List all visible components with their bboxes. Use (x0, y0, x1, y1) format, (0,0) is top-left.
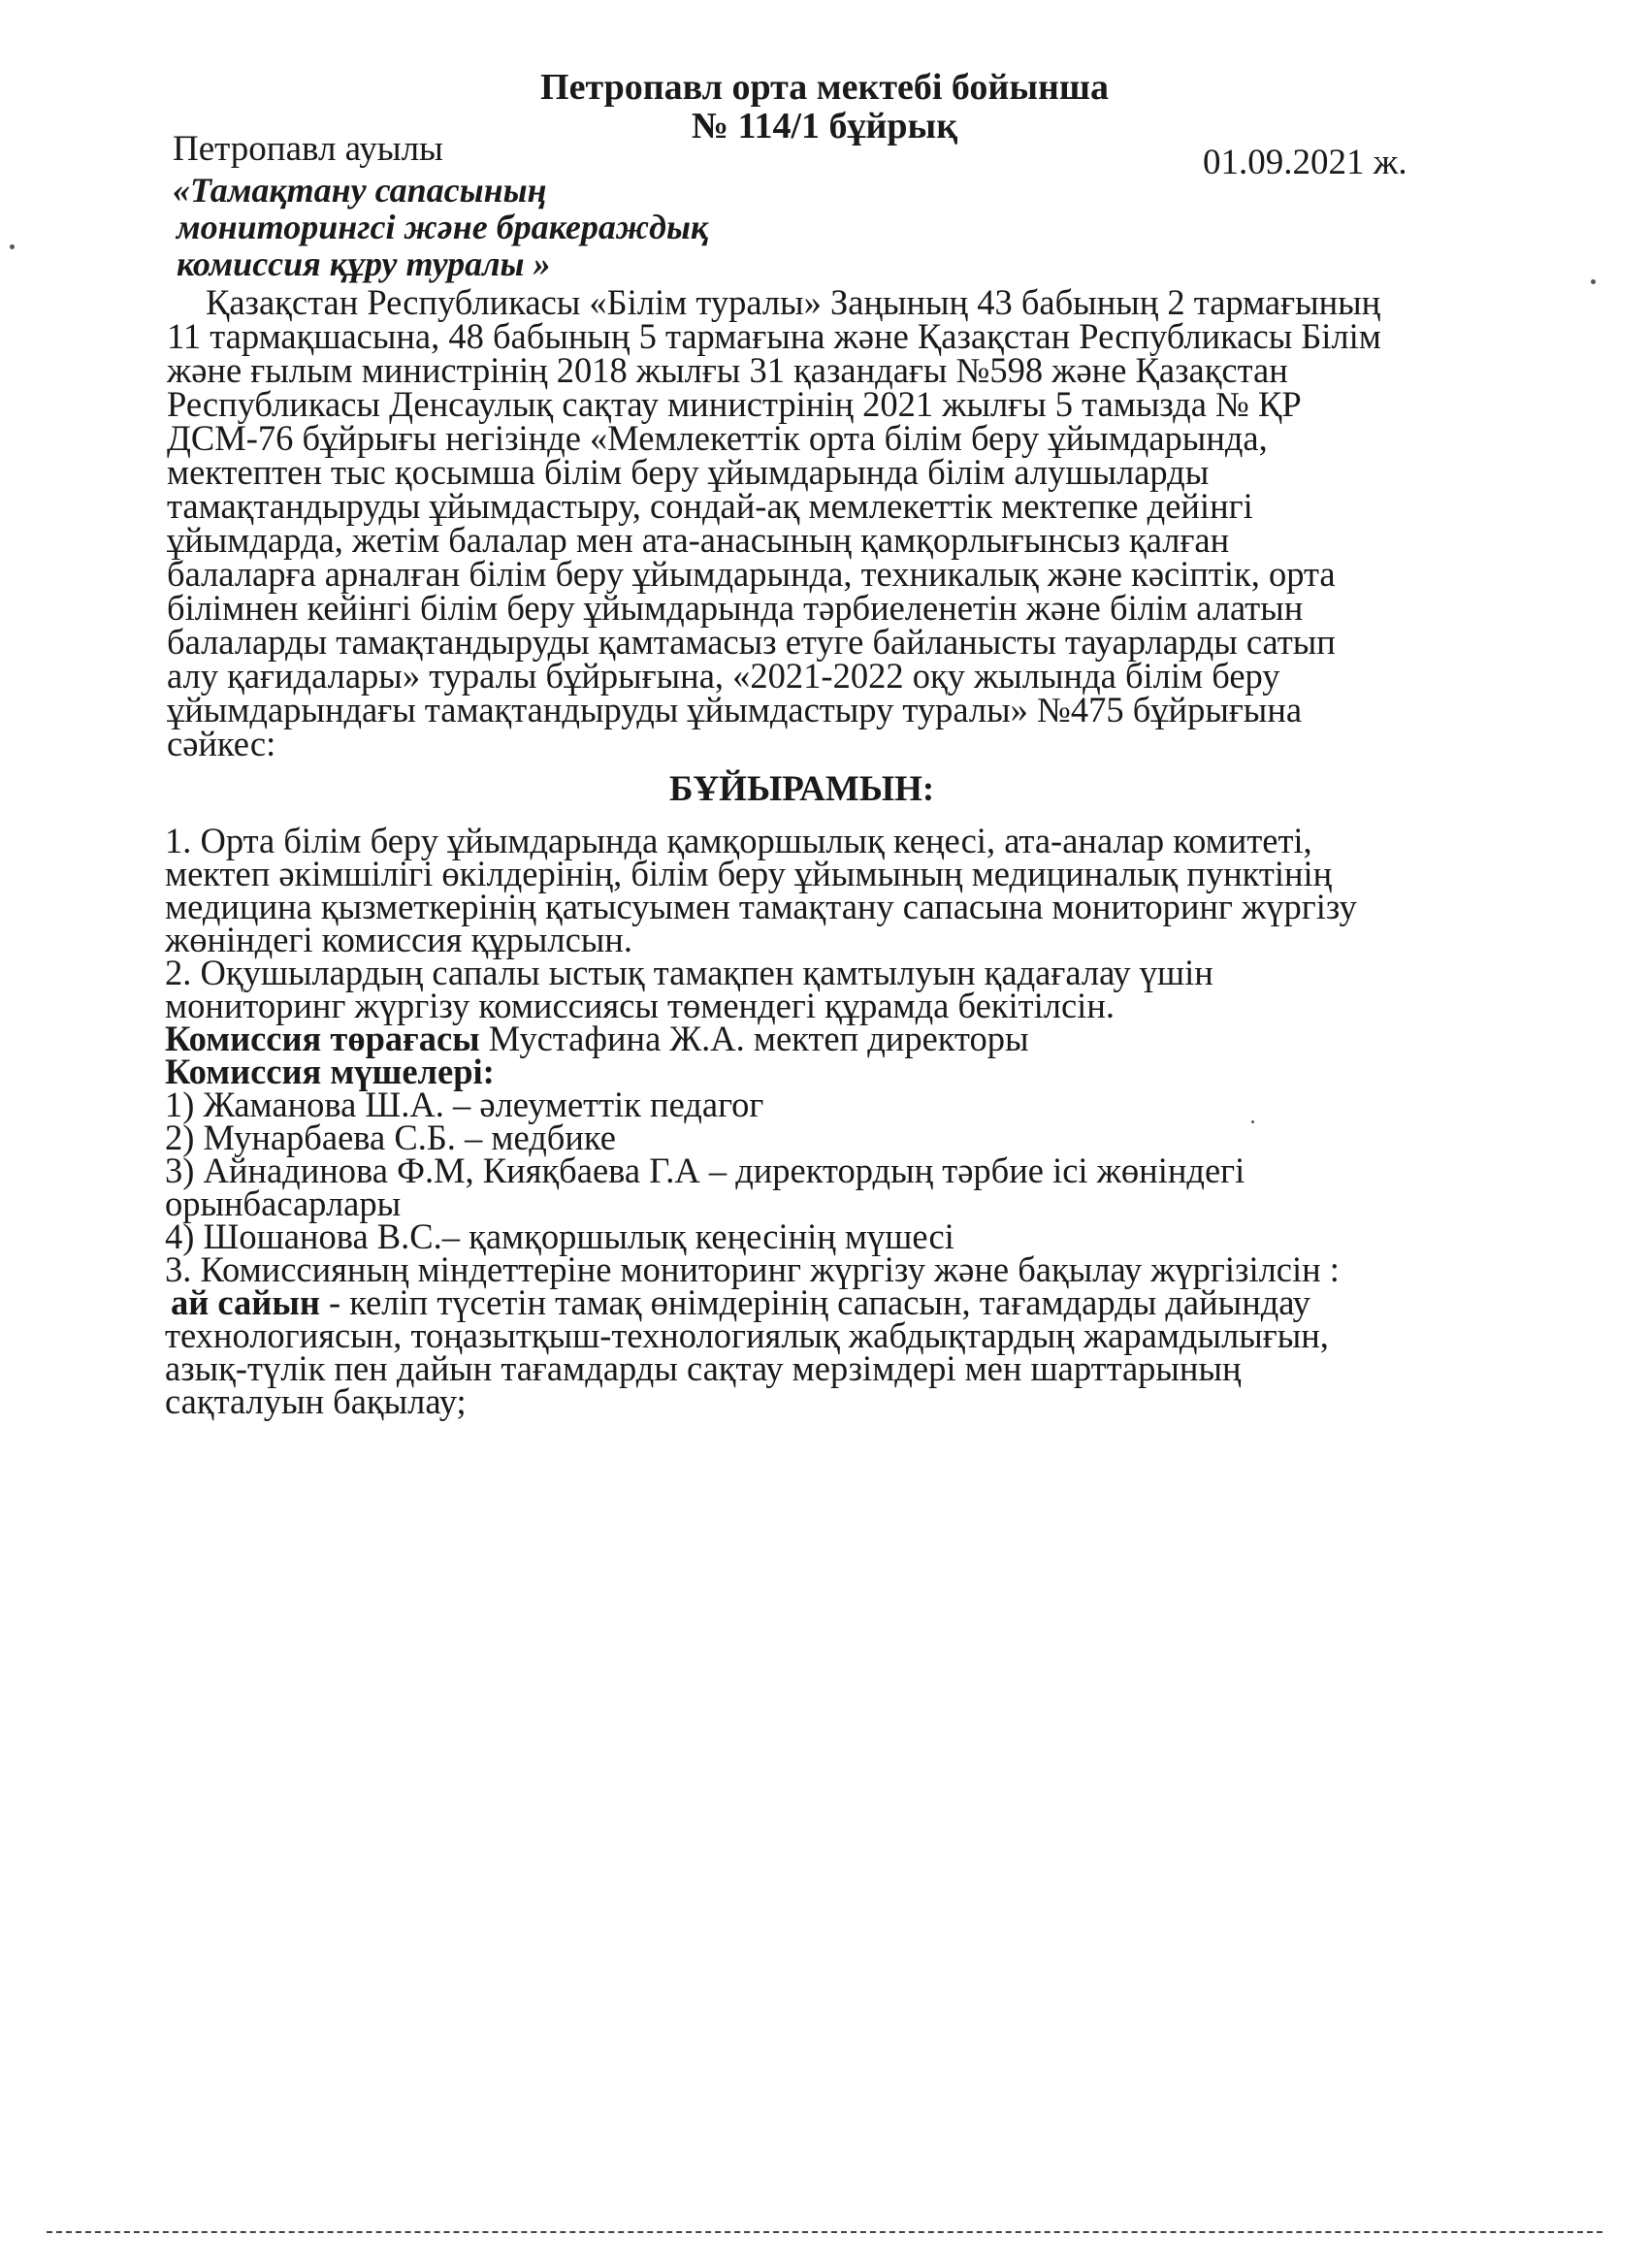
monthly-text: - келіп түсетін тамақ өнімдерінің сапасын, тағамдарды дайындау (319, 1282, 1310, 1322)
members-label: Комиссия мүшелері: (165, 1052, 495, 1091)
point1-line: 1. Орта білім беру ұйымдарында қамқоршылық кеңесі, ата-аналар комитеті, (165, 821, 1312, 860)
order-title-line2: № 114/1 бұйрық (691, 106, 958, 146)
chair-label: Комиссия төрағасы (165, 1019, 480, 1058)
preamble-line: Қазақстан Республикасы «Білім туралы» Заңының 43 бабының 2 тармағының (206, 282, 1381, 322)
preamble-line: тамақтандыруды ұйымдастыру, сондай-ақ мемлекеттік мектепке дейінгі (167, 486, 1253, 526)
order-title-line1: Петропавл орта мектебі бойынша (540, 67, 1109, 108)
preamble-line: сәйкес: (167, 724, 276, 763)
place-label: Петропавл ауылы (173, 129, 443, 169)
scan-speck (1591, 279, 1596, 284)
order-date: 01.09.2021 ж. (1203, 143, 1407, 182)
preamble-line: және ғылым министрінің 2018 жылғы 31 қазандағы №598 және Қазақстан (167, 350, 1288, 390)
point2-line: 2. Оқушылардың сапалы ыстық тамақпен қамтылуын қадағалау үшін (165, 953, 1213, 992)
point1-line: медицина қызметкерінің қатысуымен тамақтану сапасына мониторинг жүргізу (165, 887, 1357, 926)
monthly-label: ай сайын (171, 1282, 320, 1322)
order-heading: БҰЙЫРАМЫН: (669, 769, 935, 809)
point3-line: сақталуын бақылау; (165, 1381, 467, 1421)
preamble-line: ұйымдарындағы тамақтандыруды ұйымдастыру туралы» №475 бұйрығына (167, 690, 1303, 729)
member-item: 1) Жаманова Ш.А. – әлеуметтік педагог (165, 1085, 764, 1124)
scan-speck (1251, 1120, 1254, 1123)
member-item: 2) Мунарбаева С.Б. – медбике (165, 1118, 616, 1157)
preamble-line: балаларды тамақтандыруды қамтамасыз етуге байланысты тауарларды сатып (167, 622, 1336, 662)
point3-line: азық-түлік пен дайын тағамдарды сақтау мерзімдері мен шарттарының (165, 1348, 1242, 1388)
member-item: орынбасарлары (165, 1183, 402, 1223)
preamble-line: білімнен кейінгі білім беру ұйымдарында тәрбиеленетін және білім алатын (167, 588, 1304, 628)
point1-line: мектеп әкімшілігі өкілдерінің, білім беру ұйымының медициналық пунктінің (165, 854, 1333, 893)
point1-line: жөніндегі комиссия құрылсын. (165, 920, 632, 959)
preamble-line: Республикасы Денсаулық сақтау министрінің 2021 жылғы 5 тамызда № ҚР (167, 384, 1302, 424)
point3-line: 3. Комиссияның міндеттеріне мониторинг жүргізу және бақылау жүргізілсін : (165, 1249, 1340, 1289)
chair-value: Мустафина Ж.А. мектеп директоры (479, 1019, 1029, 1058)
member-item: 4) Шошанова В.С.– қамқоршылық кеңесінің мүшесі (165, 1216, 954, 1256)
scan-edge-line (47, 2231, 1602, 2233)
preamble-line: алу қағидалары» туралы бұйрығына, «2021-2022 оқу жылында білім беру (167, 656, 1280, 696)
preamble-line: мектептен тыс қосымша білім беру ұйымдарында білім алушыларды (167, 452, 1210, 492)
point3-line: технологиясын, тоңазытқыш-технологиялық жабдықтардың жарамдылығын, (165, 1315, 1329, 1355)
scan-speck (10, 244, 15, 249)
preamble-line: ДСМ-76 бұйрығы негізінде «Мемлекеттік орта білім беру ұйымдарында, (167, 418, 1268, 458)
preamble-line: 11 тармақшасына, 48 бабының 5 тармағына және Қазақстан Республикасы Білім (167, 316, 1381, 356)
subject-line2: мониторингсі және бракераждық (177, 208, 709, 246)
preamble-line: балаларға арналған білім беру ұйымдарында, техникалық және кәсіптік, орта (167, 554, 1336, 594)
point2-line: мониторинг жүргізу комиссиясы төмендегі құрамда бекітілсін. (165, 986, 1115, 1025)
subject-line1: «Тамақтану сапасының (173, 171, 547, 210)
preamble-line: ұйымдарда, жетім балалар мен ата-анасының қамқорлығынсыз қалған (167, 520, 1230, 560)
subject-line3: комиссия құру туралы » (177, 244, 551, 283)
member-item: 3) Айнадинова Ф.М, Кияқбаева Г.А – директордың тәрбие ісі жөніндегі (165, 1150, 1245, 1190)
